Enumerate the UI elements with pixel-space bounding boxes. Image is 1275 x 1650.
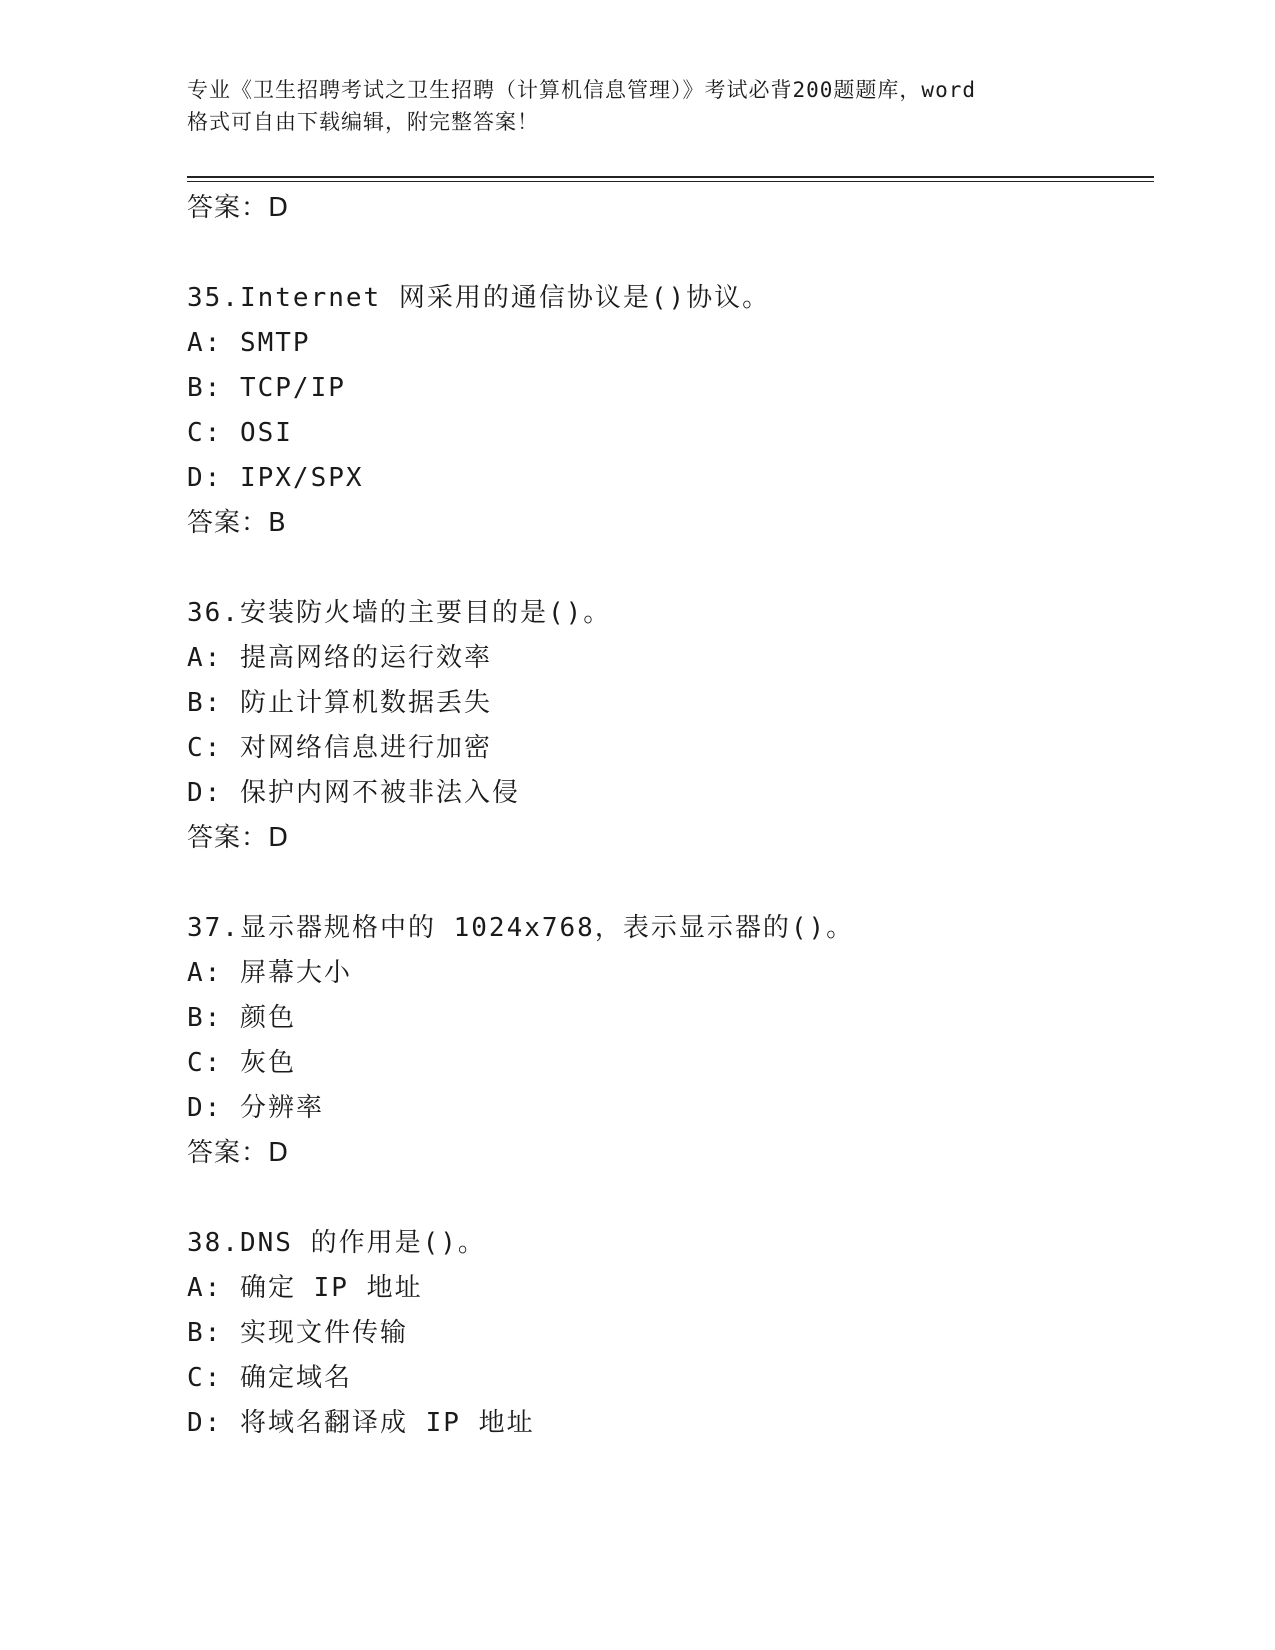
- spacer: [187, 1176, 1147, 1221]
- question-stem: 38.DNS 的作用是()。: [187, 1228, 486, 1258]
- option-c: C: 确定域名: [187, 1363, 352, 1393]
- spacer: [187, 546, 1147, 591]
- option-b: B: TCP/IP: [187, 373, 346, 403]
- option-d: D: 将域名翻译成 IP 地址: [187, 1408, 535, 1438]
- question-38: [187, 1221, 1147, 1446]
- option-b: B: 防止计算机数据丢失: [187, 688, 492, 718]
- option-c: C: 对网络信息进行加密: [187, 733, 492, 763]
- spacer: [187, 231, 1147, 276]
- option-b: B: 实现文件传输: [187, 1318, 408, 1348]
- answer-line: 答案：D: [187, 193, 290, 223]
- header-divider-thick: [187, 176, 1154, 178]
- question-35: [187, 276, 1147, 546]
- question-stem: 37.显示器规格中的 1024x768，表示显示器的()。: [187, 913, 855, 943]
- option-a: A: SMTP: [187, 328, 311, 358]
- header-line-2: 格式可自由下载编辑，附完整答案！: [187, 110, 539, 134]
- question-list: [187, 186, 1147, 1446]
- question-stem: 36.安装防火墙的主要目的是()。: [187, 598, 612, 628]
- spacer: [187, 861, 1147, 906]
- option-c: C: OSI: [187, 418, 293, 448]
- option-b: B: 颜色: [187, 1003, 296, 1033]
- option-a: A: 屏幕大小: [187, 958, 352, 988]
- answer-line: 答案：B: [187, 508, 287, 538]
- document-header: [187, 74, 1107, 138]
- option-c: C: 灰色: [187, 1048, 296, 1078]
- option-d: D: IPX/SPX: [187, 463, 364, 493]
- option-d: D: 分辨率: [187, 1093, 324, 1123]
- option-a: A: 提高网络的运行效率: [187, 643, 492, 673]
- option-a: A: 确定 IP 地址: [187, 1273, 423, 1303]
- question-36: [187, 591, 1147, 861]
- option-d: D: 保护内网不被非法入侵: [187, 778, 520, 808]
- question-37: [187, 906, 1147, 1176]
- answer-line: 答案：D: [187, 823, 290, 853]
- header-divider-thin: [187, 181, 1154, 182]
- answer-line: 答案：D: [187, 1138, 290, 1168]
- question-stem: 35.Internet 网采用的通信协议是()协议。: [187, 283, 771, 313]
- header-line-1: 专业《卫生招聘考试之卫生招聘（计算机信息管理）》考试必背200题题库，word: [187, 78, 976, 102]
